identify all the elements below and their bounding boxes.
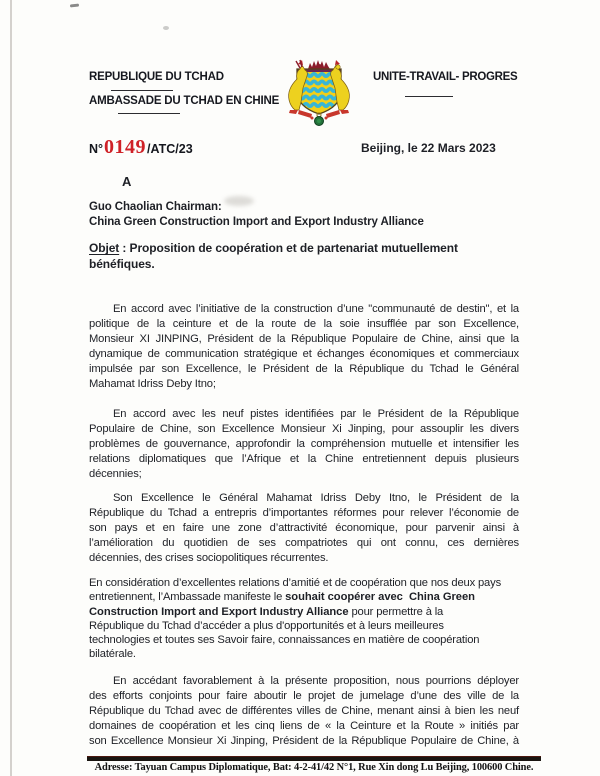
body-paragraph — [89, 491, 519, 566]
paragraph-line: son Excellence Monsieur Xi Jinping, Président de la République Populaire de Chine, à — [89, 735, 519, 748]
paragraph-line: domaines de coopération et les cinq liens de « la Ceinture et la Route » initiés par — [89, 720, 519, 733]
paragraph-line: En accord avec l’initiative de la construction d’une "communauté de destin", et la — [113, 303, 519, 315]
addressee-name: Guo Chaolian Chairman: — [89, 201, 222, 213]
footer-address: Adresse: Tayuan Campus Diplomatique, Bat: 4-2-41/42 N°1, Rue Xin dong Lu Beijing, 100600 Chine. — [94, 762, 534, 773]
paragraph-line: l’amélioration du quotidien de ses compatriotes qui ont connu, ces dernières — [89, 537, 519, 550]
paragraph-line: dynamique de communication stratégique et échanges économiques et commerciaux — [89, 348, 519, 361]
paragraph-line: En considération d’excellentes relations d’amitié et de coopération que nos deux pays — [89, 577, 502, 589]
addressee-organization: China Green Construction Import and Export Industry Alliance — [89, 216, 424, 228]
paragraph-line: République du Tchad avec de différentes villes de Chine, menant ainsi à bien les neuf — [89, 705, 519, 718]
scan-speck — [70, 4, 79, 8]
reference-suffix: /ATC/23 — [147, 142, 193, 156]
paragraph-line: décennies; — [89, 468, 142, 481]
paragraph-line: entretiennent, l’Ambassade manifeste le souhait coopérer avec China Green — [89, 591, 475, 604]
reference-prefix: N° — [89, 142, 104, 156]
paragraph-line: Construction Import and Export Industry Alliance pour permettre à la — [89, 605, 444, 618]
header-republic-line: REPUBLIQUE DU TCHAD — [89, 71, 224, 83]
header-motto: UNITE-TRAVAIL- PROGRES — [373, 71, 518, 83]
paragraph-line: En accord avec les neuf pistes identifiées par le Président de la République — [113, 408, 519, 420]
reference-digits: 0149 — [104, 136, 147, 158]
paragraph-line: des efforts conjoints pour faire aboutir le projet de jumelage d’une des ville de la — [89, 690, 519, 703]
dateline: Beijing, le 22 Mars 2023 — [361, 141, 496, 155]
subject-text-line: Objet : Proposition de coopération et de partenariat mutuellement — [89, 241, 458, 255]
scan-edge-line — [10, 0, 12, 776]
paragraph-line: son pays et en faire une zone d’attractivité économique, pour parvenir ainsi à — [89, 522, 519, 535]
paragraph-line: décennies, des crises sociopolitiques récurrentes. — [89, 552, 329, 565]
paragraph-line: Mahamat Idriss Deby Itno; — [89, 378, 216, 391]
body-paragraph — [89, 302, 519, 393]
paragraph-line: En accédant favorablement à la présente proposition, nous pourrions déployer — [113, 675, 519, 687]
body-paragraph — [89, 576, 519, 662]
paragraph-line: bilatérale. — [89, 648, 136, 661]
paragraph-line: impulsée par son Excellence, le Président de la République du Tchad le Général — [89, 363, 519, 376]
paragraph-line: politique de la ceinture et de la route de la soie insufflée par son Excellence, — [89, 318, 519, 331]
paragraph-line: Son Excellence le Général Mahamat Idriss Deby Itno, le Président de la — [113, 492, 519, 504]
salutation: A — [122, 174, 132, 189]
footer-rule — [87, 756, 541, 761]
paragraph-line: République du Tchad a entrepris d’importantes réformes pour relever l’économie de — [89, 507, 519, 520]
body-paragraphs — [89, 0, 519, 776]
paragraph-line: technologies et toutes ses Savoir faire, connaissances en matière de coopération — [89, 634, 480, 647]
paragraph-line: Populaire de Chine, son Excellence Monsieur Xi Jinping, pour assouplir les divers — [89, 423, 519, 436]
paragraph-line: relations diplomatiques que l’Afrique et la Chine entretiennent depuis plusieurs — [89, 453, 519, 466]
paragraph-line: problèmes de gouvernance, approfondir la compréhension mutuelle et intensifier les — [89, 438, 519, 451]
subject-text-line: bénéfiques. — [89, 256, 155, 271]
paragraph-line: Monsieur XI JINPING, Président de la République Populaire de Chine, ainsi que la — [89, 333, 519, 346]
body-paragraph — [89, 674, 519, 749]
header-embassy-line: AMBASSADE DU TCHAD EN CHINE — [89, 95, 280, 107]
paragraph-line: République du Tchad d’accéder a plus d'opportunités et à leurs meilleures — [89, 619, 444, 632]
body-paragraph — [89, 407, 519, 482]
